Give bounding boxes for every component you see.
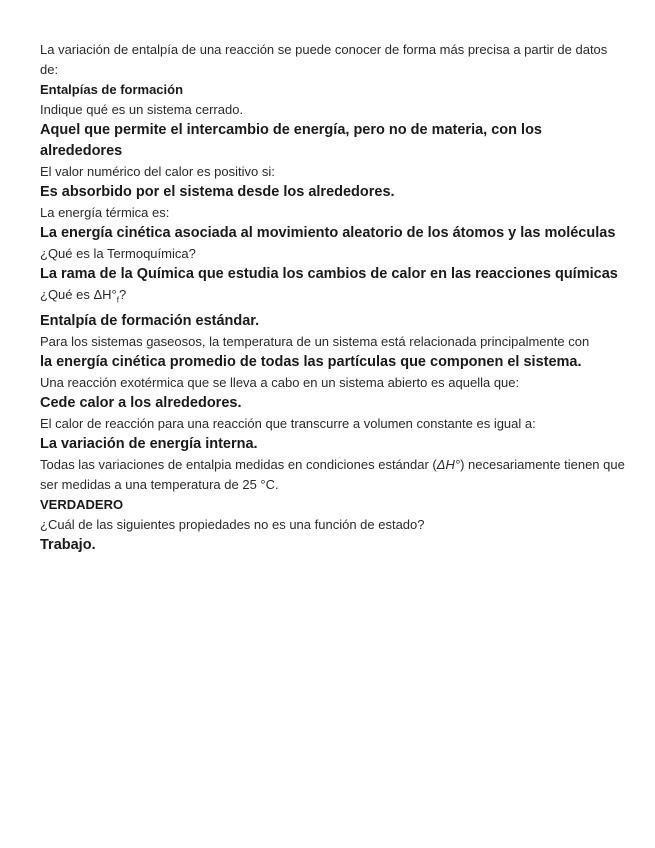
question-prefix: ¿Qué es ΔH° <box>40 287 117 302</box>
question-text: ¿Qué es la Termoquímica? <box>40 246 196 261</box>
answer-text: Es absorbido por el sistema desde los alrededores. <box>40 184 395 200</box>
question-text: La energía térmica es: <box>40 205 170 220</box>
question-text <box>40 455 625 495</box>
question-suffix: ) necesariamente tienen que ser medidas a una temperatura de 25 °C. <box>40 456 625 492</box>
question-text: Indique qué es un sistema cerrado. <box>40 102 244 117</box>
answer-text: La variación de energía interna. <box>40 435 258 452</box>
answer-text: La energía cinética asociada al movimiento aleatorio de los átomos y las moléculas <box>40 225 616 241</box>
question-subscript: f <box>116 295 119 305</box>
question-text: El calor de reacción para una reacción que transcurre a volumen constante es igual a: <box>40 415 536 431</box>
answer-text: La rama de la Química que estudia los cambios de calor en las reacciones químicas <box>40 266 618 282</box>
question-suffix: ? <box>118 287 127 302</box>
question-text: El valor numérico del calor es positivo si: <box>40 164 275 179</box>
answer-text: Entalpías de formación <box>40 82 184 97</box>
answer-text: la energía cinética promedio de todas las partículas que componen el sistema. <box>40 353 582 370</box>
answer-text: Aquel que permite el intercambio de energía, pero no de materia, con los alrededores <box>40 122 542 159</box>
question-text <box>40 285 625 311</box>
answer-text: VERDADERO <box>40 496 124 512</box>
question-text: Una reacción exotérmica que se lleva a cabo en un sistema abierto es aquella que: <box>40 374 520 390</box>
answer-text: Cede calor a los alrededores. <box>40 394 242 411</box>
question-symbol: ΔH° <box>436 456 461 472</box>
question-prefix: Todas las variaciones de entalpia medidas en condiciones estándar ( <box>40 456 437 472</box>
question-text: ¿Cuál de las siguientes propiedades no es una función de estado? <box>40 516 425 532</box>
question-text: Para los sistemas gaseosos, la temperatura de un sistema está relacionada principalmente con <box>40 333 590 349</box>
answer-text: Entalpía de formación estándar. <box>40 312 260 329</box>
question-text: La variación de entalpía de una reacción se puede conocer de forma más precisa a partir de datos de: <box>40 42 608 77</box>
answer-text: Trabajo. <box>40 536 96 553</box>
